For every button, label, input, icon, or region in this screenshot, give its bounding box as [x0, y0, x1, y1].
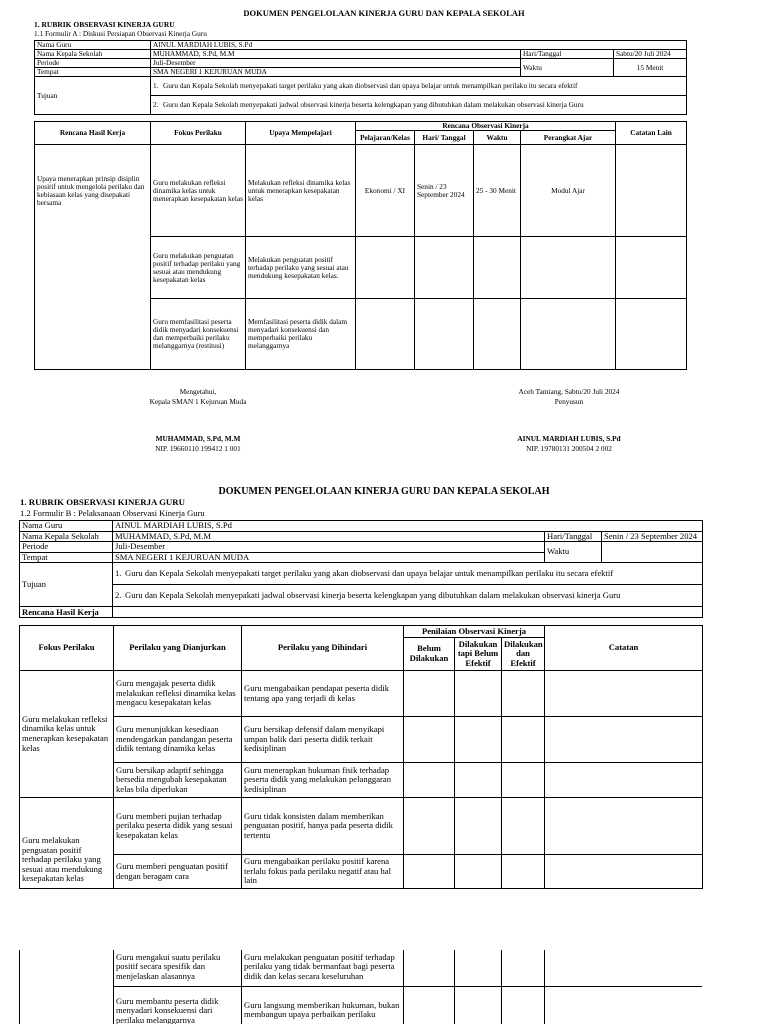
dianjurkan-cell: Guru memberi penguatan positif dengan beragam cara: [114, 855, 242, 889]
periode-value: Juli-Desember: [113, 542, 545, 553]
header-upaya: Upaya Mempelajari: [246, 122, 356, 145]
header-waktu: Waktu: [474, 131, 521, 145]
signature-left-name: MUHAMMAD, S.Pd, M.M: [155, 434, 241, 443]
periode-value: Juli-Desember: [151, 59, 521, 68]
table-row: [20, 671, 703, 717]
doc1-info-table: [34, 40, 687, 115]
header-penilaian: Penilaian Observasi Kinerja: [404, 626, 545, 638]
pelajaran-cell: Ekonomi / XI: [356, 145, 415, 237]
belum-cell: [404, 763, 455, 798]
upaya-cell: Melakukan penguatan positif terhadap perilaku yang sesuai atau mendukung kesepakatan kelas.: [246, 237, 356, 299]
upaya-cell: Memfasilitasi peserta didik dalam menyadari konsekuensi dan memperbaiki perilaku melanggarnya: [246, 299, 356, 370]
efektif-cell: [502, 717, 545, 763]
tujuan-1: 1. Guru dan Kepala Sekolah menyepakati target perilaku yang akan diobservasi dan upaya belajar untuk menampilkan perilaku itu secara efektif: [151, 77, 687, 96]
signature-right-line1: Aceh Tamiang, Sabtu/20 Juli 2024: [518, 387, 620, 396]
dihindari-cell: Guru mengabaikan pendapat peserta didik tentang apa yang terjadi di kelas: [242, 671, 404, 717]
waktu-label: Waktu: [545, 542, 602, 563]
table-row: [20, 855, 703, 889]
catatan-cell: [545, 763, 703, 798]
doc1-section: 1. RUBRIK OBSERVASI KINERJA GURU: [34, 20, 175, 29]
signature-left-line1: Mengetahui,: [179, 387, 217, 396]
catatan-cell: [545, 798, 703, 855]
dihindari-cell: Guru langsung memberikan hukuman, bukan membangun upaya perbaikan perilaku: [242, 986, 404, 1024]
catatan-cell: [616, 145, 687, 237]
header-tapi-belum: Dilakukan tapi Belum Efektif: [455, 638, 502, 671]
efektif-cell: [502, 763, 545, 798]
efektif-cell: [502, 798, 545, 855]
header-perangkat: Perangkat Ajar: [521, 131, 616, 145]
doc2-continued-table: [19, 950, 702, 1024]
dihindari-cell: Guru bersikap defensif dalam menyikapi umpan balik dari peserta didik terkait kedisiplinan: [242, 717, 404, 763]
efektif-cell: [502, 986, 545, 1024]
belum-cell: [404, 855, 455, 889]
belum-cell: [404, 798, 455, 855]
periode-label: Periode: [20, 542, 113, 553]
tujuan-1: 1. Guru dan Kepala Sekolah menyepakati target perilaku yang akan diobservasi dan upaya belajar untuk menampilkan perilaku itu secara efektif: [113, 563, 703, 585]
doc1-subsection: 1.1 Formulir A : Diskusi Persiapan Observasi Kinerja Guru: [34, 29, 207, 38]
header-rencana: Rencana Hasil Kerja: [35, 122, 151, 145]
dihindari-cell: Guru tidak konsisten dalam memberikan penguatan positif, hanya pada peserta didik tertentu: [242, 798, 404, 855]
nama-guru-label: Nama Guru: [35, 41, 151, 50]
catatan-cell: [616, 237, 687, 299]
tapi-belum-cell: [455, 798, 502, 855]
efektif-cell: [502, 855, 545, 889]
hari-cell: [415, 237, 474, 299]
doc2-title: DOKUMEN PENGELOLAAN KINERJA GURU DAN KEPALA SEKOLAH: [218, 486, 550, 497]
efektif-cell: [502, 671, 545, 717]
tujuan-label: Tujuan: [20, 563, 113, 607]
dianjurkan-cell: Guru memberi pujian terhadap perilaku peserta didik yang sesuai kesepakatan kelas: [114, 798, 242, 855]
fokus-cell: Guru melakukan penguatan positif terhadap perilaku yang sesuai atau mendukung kesepakatan kelas: [151, 237, 246, 299]
table-row: [20, 717, 703, 763]
dihindari-cell: Guru menerapkan hukuman fisik terhadap peserta didik yang melakukan pelanggaran kedisiplinan: [242, 763, 404, 798]
signature-left-nip: NIP. 19660110 199412 1 001: [155, 444, 241, 453]
waktu-value: 15 Menit: [614, 59, 687, 77]
catatan-cell: [545, 717, 703, 763]
doc2-section: 1. RUBRIK OBSERVASI KINERJA GURU: [20, 497, 185, 507]
tujuan-2: 2. Guru dan Kepala Sekolah menyepakati jadwal observasi kinerja beserta kelengkapan yang dibutuhkan dalam melakukan observasi kinerja Guru: [151, 96, 687, 115]
tapi-belum-cell: [455, 671, 502, 717]
tujuan-2: 2. Guru dan Kepala Sekolah menyepakati jadwal observasi kinerja beserta kelengkapan yang dibutuhkan dalam melakukan observasi kinerja Guru: [113, 585, 703, 607]
tapi-belum-cell: [455, 763, 502, 798]
dianjurkan-cell: Guru mengajak peserta didik melakukan refleksi dinamika kelas mengacu kesepakatan kelas: [114, 671, 242, 717]
nama-kepala-label: Nama Kepala Sekolah: [20, 531, 113, 542]
header-catatan: Catatan Lain: [616, 122, 687, 145]
header-hari: Hari/ Tanggal: [415, 131, 474, 145]
upaya-cell: Melakukan refleksi dinamika kelas untuk menerapkan kesepakatan kelas: [246, 145, 356, 237]
doc1-title: DOKUMEN PENGELOLAAN KINERJA GURU DAN KEPALA SEKOLAH: [243, 8, 525, 18]
tempat-value: SMA NEGERI 1 KEJURUAN MUDA: [151, 68, 521, 77]
fokus-cell: Guru memfasilitasi peserta didik menyadari konsekuensi dan memperbaiki perilaku melanggarnya (restitusi): [151, 299, 246, 370]
header-fokus: Fokus Perilaku: [20, 626, 114, 671]
catatan-cell: [545, 950, 703, 986]
table-row: [20, 798, 703, 855]
fokus-cell: Guru melakukan refleksi dinamika kelas untuk menerapkan kesepakatan kelas: [20, 671, 114, 798]
doc1-plan-table: [34, 121, 687, 370]
hari-value: Sabtu/20 Juli 2024: [614, 50, 687, 59]
periode-label: Periode: [35, 59, 151, 68]
fokus-cell: [20, 950, 114, 1024]
dianjurkan-cell: Guru bersikap adaptif sehingga bersedia mengubah kesepakatan kelas bila diperlukan: [114, 763, 242, 798]
waktu-label: Waktu: [521, 59, 614, 77]
fokus-cell: Guru melakukan refleksi dinamika kelas untuk menerapkan kesepakatan kelas: [151, 145, 246, 237]
table-row: [20, 986, 703, 1024]
nama-guru-value: AINUL MARDIAH LUBIS, S.Pd: [151, 41, 687, 50]
tapi-belum-cell: [455, 855, 502, 889]
tujuan-label: Tujuan: [35, 77, 151, 115]
signature-left: [128, 387, 268, 407]
perangkat-cell: [521, 299, 616, 370]
dihindari-cell: Guru mengabaikan perilaku positif karena terlalu fokus pada perilaku negatif atau hal lain: [242, 855, 404, 889]
header-catatan: Catatan: [545, 626, 703, 671]
signature-right: [486, 387, 652, 407]
catatan-cell: [616, 299, 687, 370]
nama-kepala-label: Nama Kepala Sekolah: [35, 50, 151, 59]
signature-right-name-block: [486, 434, 652, 454]
nama-guru-value: AINUL MARDIAH LUBIS, S.Pd: [113, 521, 703, 532]
tapi-belum-cell: [455, 717, 502, 763]
pelajaran-cell: [356, 299, 415, 370]
header-rencana-observasi: Rencana Observasi Kinerja: [356, 122, 616, 131]
dianjurkan-cell: Guru menunjukkan kesediaan mendengarkan pandangan peserta didik tentang dinamika kelas: [114, 717, 242, 763]
nama-guru-label: Nama Guru: [20, 521, 113, 532]
fokus-cell: Guru melakukan penguatan positif terhadap perilaku yang sesuai atau mendukung kesepakatan kelas: [20, 798, 114, 889]
hari-label: Hari/Tanggal: [521, 50, 614, 59]
waktu-cell: [474, 299, 521, 370]
catatan-cell: [545, 671, 703, 717]
header-belum: Belum Dilakukan: [404, 638, 455, 671]
efektif-cell: [502, 950, 545, 986]
belum-cell: [404, 950, 455, 986]
doc2-subsection: 1.2 Formulir B : Pelaksanaan Observasi Kinerja Guru: [20, 508, 205, 518]
rencana-text: Upaya menerapkan prinsip disiplin positif untuk mengelola perilaku dan kebiasaan kelas yang disepakati bersama: [35, 145, 151, 370]
tempat-value: SMA NEGERI 1 KEJURUAN MUDA: [113, 552, 545, 563]
perangkat-cell: Modul Ajar: [521, 145, 616, 237]
tempat-label: Tempat: [35, 68, 151, 77]
catatan-cell: [545, 986, 703, 1024]
rencana-label: Rencana Hasil Kerja: [20, 607, 113, 618]
waktu-cell: 25 - 30 Menit: [474, 145, 521, 237]
catatan-cell: [545, 855, 703, 889]
header-fokus: Fokus Perilaku: [151, 122, 246, 145]
dianjurkan-cell: Guru mengakui suatu perilaku positif secara spesifik dan menjelaskan alasannya: [114, 950, 242, 986]
signature-left-name-block: [128, 434, 268, 454]
belum-cell: [404, 717, 455, 763]
doc2-info-table: [19, 520, 703, 618]
signature-right-nip: NIP. 19780131 200504 2 002: [526, 444, 612, 453]
nama-kepala-value: MUHAMMAD, S.Pd, M.M: [113, 531, 545, 542]
table-row: [35, 145, 687, 237]
tapi-belum-cell: [455, 986, 502, 1024]
hari-value: Senin / 23 September 2024: [602, 531, 703, 542]
hari-cell: [415, 299, 474, 370]
hari-cell: Senin / 23 September 2024: [415, 145, 474, 237]
table-row: [20, 763, 703, 798]
signature-left-line2: Kepala SMAN 1 Kejuruan Muda: [149, 397, 247, 406]
belum-cell: [404, 671, 455, 717]
rencana-value: [113, 607, 703, 618]
tempat-label: Tempat: [20, 552, 113, 563]
tapi-belum-cell: [455, 950, 502, 986]
belum-cell: [404, 986, 455, 1024]
header-dianjurkan: Perilaku yang Dianjurkan: [114, 626, 242, 671]
header-pelajaran: Pelajaran/Kelas: [356, 131, 415, 145]
table-row: [20, 950, 703, 986]
waktu-cell: [474, 237, 521, 299]
dianjurkan-cell: Guru membantu peserta didik menyadari konsekuensi dari perilaku melanggarnya: [114, 986, 242, 1024]
hari-label: Hari/Tanggal: [545, 531, 602, 542]
doc2-observation-table: [19, 625, 703, 889]
header-efektif: Dilakukan dan Efektif: [502, 638, 545, 671]
dihindari-cell: Guru melakukan penguatan positif terhadap perilaku yang tidak bermanfaat bagi peserta didik dan kelas secara keseluruhan: [242, 950, 404, 986]
signature-right-line2: Penyusun: [554, 397, 584, 406]
pelajaran-cell: [356, 237, 415, 299]
signature-right-name: AINUL MARDIAH LUBIS, S.Pd: [517, 434, 621, 443]
header-dihindari: Perilaku yang Dihindari: [242, 626, 404, 671]
waktu-value: [602, 542, 703, 563]
doc2-continued-wrapper: [19, 950, 702, 1024]
perangkat-cell: [521, 237, 616, 299]
nama-kepala-value: MUHAMMAD, S.Pd, M.M: [151, 50, 521, 59]
